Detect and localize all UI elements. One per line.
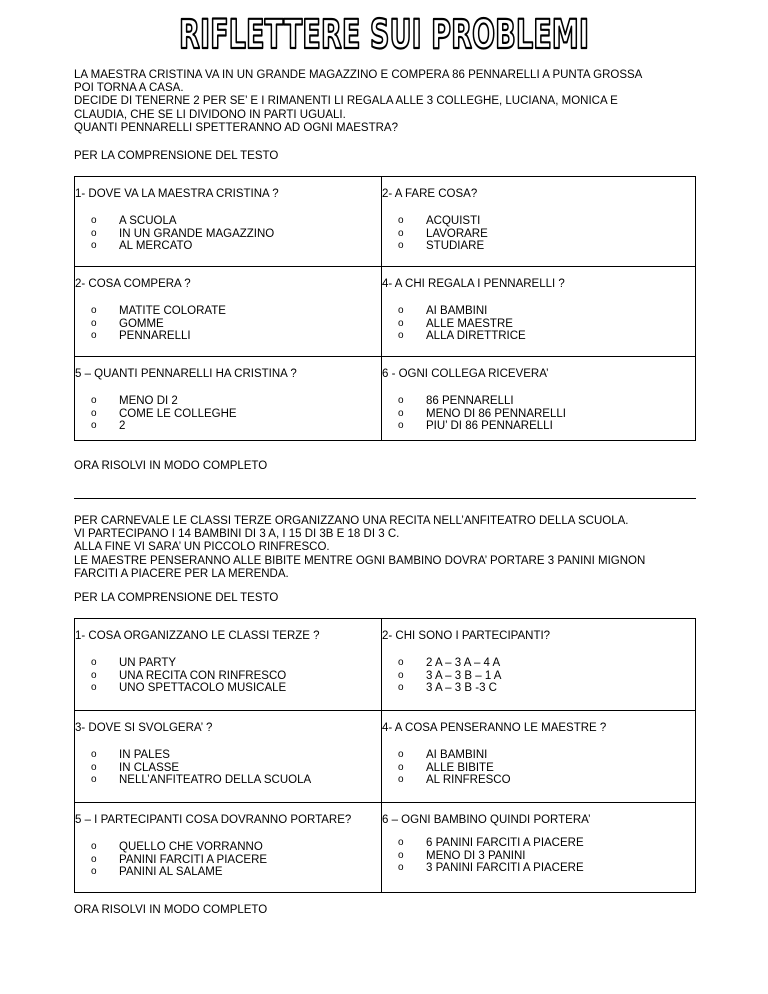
options-list: [91, 749, 381, 787]
option-label: 2: [119, 420, 126, 433]
option-item[interactable]: [398, 420, 695, 433]
option-item[interactable]: [398, 408, 695, 421]
bullet-icon: o: [398, 227, 404, 239]
option-item[interactable]: [91, 408, 381, 421]
problem-line: CLAUDIA, CHE SE LI DIVIDONO IN PARTI UGUALI.: [74, 108, 346, 121]
option-item[interactable]: [91, 657, 381, 670]
option-item[interactable]: [91, 420, 381, 433]
problem-line: LA MAESTRA CRISTINA VA IN UN GRANDE MAGAZZINO E COMPERA 86 PENNARELLI A PUNTA GROSSA: [74, 69, 643, 81]
bullet-icon: o: [398, 669, 404, 681]
bullet-icon: o: [91, 866, 97, 878]
option-label: PANINI FARCITI A PIACERE: [119, 853, 268, 866]
question-cell: [75, 803, 382, 893]
option-label: IN UN GRANDE MAGAZZINO: [119, 227, 275, 240]
options-list: [91, 395, 381, 433]
option-label: UN PARTY: [119, 657, 177, 669]
option-label: 86 PENNARELLI: [426, 395, 514, 407]
option-label: 3 A – 3 B – 1 A: [426, 669, 502, 682]
option-item[interactable]: [398, 395, 695, 408]
title-text: RIFLETTERE SUI PROBLEMI: [179, 12, 589, 58]
option-item[interactable]: [91, 228, 381, 241]
question-text: 2- COSA COMPERA ?: [75, 278, 191, 290]
question-cell: [382, 357, 696, 441]
bullet-icon: o: [91, 761, 97, 773]
problem-line: VI PARTECIPANO I 14 BAMBINI DI 3 A, I 15 DI 3B E 18 DI 3 C.: [74, 528, 400, 541]
question-text: 3- DOVE SI SVOLGERA’ ?: [75, 722, 213, 734]
option-item[interactable]: [91, 749, 381, 762]
bullet-icon: o: [91, 227, 97, 239]
problem-line: LE MAESTRE PENSERANNO ALLE BIBITE MENTRE OGNI BAMBINO DOVRA’ PORTARE 3 PANINI MIGNON: [74, 554, 646, 567]
bullet-icon: o: [398, 761, 404, 773]
bullet-icon: o: [398, 395, 404, 406]
option-label: 6 PANINI FARCITI A PIACERE: [426, 837, 584, 849]
question-cell: [382, 711, 696, 803]
option-item[interactable]: [398, 228, 695, 241]
options-list: [398, 749, 695, 787]
option-item[interactable]: [91, 682, 381, 695]
bullet-icon: o: [91, 841, 97, 852]
option-item[interactable]: [398, 657, 695, 670]
option-item[interactable]: [398, 682, 695, 695]
bullet-icon: o: [398, 849, 404, 861]
option-label: IN PALES: [119, 749, 170, 761]
question-cell: [75, 711, 382, 803]
option-item[interactable]: [91, 240, 381, 253]
option-item[interactable]: [398, 670, 695, 683]
bullet-icon: o: [91, 317, 97, 329]
option-item[interactable]: [398, 215, 695, 228]
options-list: [91, 657, 381, 695]
option-item[interactable]: [91, 305, 381, 318]
option-label: A SCUOLA: [119, 215, 177, 227]
bullet-icon: o: [91, 407, 97, 419]
option-label: AI BAMBINI: [426, 749, 488, 761]
option-label: 2 A – 3 A – 4 A: [426, 657, 501, 669]
question-text: 6 – OGNI BAMBINO QUINDI PORTERA’: [382, 814, 591, 826]
option-label: MENO DI 86 PENNARELLI: [426, 407, 566, 420]
question-text: 6 - OGNI COLLEGA RICEVERA’: [382, 368, 549, 380]
question-text: 2- CHI SONO I PARTECIPANTI?: [382, 630, 551, 642]
options-list: [398, 837, 695, 875]
bullet-icon: o: [398, 682, 404, 694]
option-label: QUELLO CHE VORRANNO: [119, 841, 263, 853]
option-label: ALLE BIBITE: [426, 761, 494, 774]
option-item[interactable]: [398, 749, 695, 762]
bullet-icon: o: [398, 317, 404, 329]
question-cell: [382, 267, 696, 357]
question-cell: [75, 357, 382, 441]
option-item[interactable]: [398, 862, 695, 875]
bullet-icon: o: [398, 330, 404, 342]
bullet-icon: o: [91, 420, 97, 432]
option-label: PENNARELLI: [119, 330, 191, 343]
bullet-icon: o: [91, 305, 97, 316]
option-label: AI BAMBINI: [426, 305, 488, 317]
option-label: ACQUISTI: [426, 215, 481, 227]
bullet-icon: o: [91, 215, 97, 226]
question-cell: [75, 619, 382, 711]
bullet-icon: o: [398, 240, 404, 252]
bullet-icon: o: [398, 420, 404, 432]
problem-line: QUANTI PENNARELLI SPETTERANNO AD OGNI MAESTRA?: [74, 121, 398, 134]
option-item[interactable]: [398, 318, 695, 331]
bullet-icon: o: [91, 669, 97, 681]
options-list: [398, 657, 695, 695]
question-text: 5 – QUANTI PENNARELLI HA CRISTINA ?: [75, 368, 297, 380]
option-label: PANINI AL SALAME: [119, 866, 223, 879]
question-text: 5 – I PARTECIPANTI COSA DOVRANNO PORTARE?: [75, 814, 352, 826]
option-label: ALLE MAESTRE: [426, 317, 513, 330]
bullet-icon: o: [91, 395, 97, 406]
option-item[interactable]: [91, 670, 381, 683]
options-list: [91, 841, 381, 879]
option-item[interactable]: [398, 850, 695, 863]
options-list: [91, 305, 381, 343]
question-text: 4- A CHI REGALA I PENNARELLI ?: [382, 278, 565, 290]
options-list: [398, 215, 695, 253]
bullet-icon: o: [91, 330, 97, 342]
bullet-icon: o: [91, 240, 97, 252]
page-title: [0, 10, 768, 60]
option-label: LAVORARE: [426, 227, 488, 240]
option-item[interactable]: [91, 774, 381, 787]
bullet-icon: o: [398, 215, 404, 226]
bullet-icon: o: [91, 682, 97, 694]
bullet-icon: o: [398, 862, 404, 874]
option-label: AL RINFRESCO: [426, 774, 511, 787]
bullet-icon: o: [398, 305, 404, 316]
option-item[interactable]: [91, 841, 381, 854]
bullet-icon: o: [91, 657, 97, 668]
option-label: STUDIARE: [426, 240, 485, 253]
options-list: [398, 305, 695, 343]
question-cell: [75, 177, 382, 267]
option-label: MATITE COLORATE: [119, 305, 226, 317]
option-label: 3 A – 3 B -3 C: [426, 682, 497, 695]
option-label: UNA RECITA CON RINFRESCO: [119, 669, 287, 682]
option-label: ALLA DIRETTRICE: [426, 330, 526, 343]
bullet-icon: o: [398, 774, 404, 786]
problem-2-text: [74, 515, 696, 581]
question-text: 1- DOVE VA LA MAESTRA CRISTINA ?: [75, 188, 279, 200]
option-item[interactable]: [398, 330, 695, 343]
bullet-icon: o: [398, 407, 404, 419]
option-item[interactable]: [398, 305, 695, 318]
question-text: 4- A COSA PENSERANNO LE MAESTRE ?: [382, 722, 607, 734]
section-divider: [74, 498, 696, 499]
option-label: MENO DI 3 PANINI: [426, 849, 526, 862]
problem-line: DECIDE DI TENERNE 2 PER SE’ E I RIMANENTI LI REGALA ALLE 3 COLLEGHE, LUCIANA, MONICA E: [74, 95, 618, 108]
bullet-icon: o: [398, 657, 404, 668]
options-list: [398, 395, 695, 433]
option-item[interactable]: [398, 774, 695, 787]
option-item[interactable]: [91, 866, 381, 879]
problem-line: FARCITI A PIACERE PER LA MERENDA.: [74, 567, 289, 580]
question-cell: [382, 803, 696, 893]
bullet-icon: o: [91, 853, 97, 865]
option-label: PIU’ DI 86 PENNARELLI: [426, 420, 553, 433]
questions-table-2: [74, 618, 696, 893]
option-label: NELL’ANFITEATRO DELLA SCUOLA: [119, 774, 312, 787]
question-text: 2- A FARE COSA?: [382, 188, 478, 200]
solve-label-2: ORA RISOLVI IN MODO COMPLETO: [74, 904, 268, 916]
options-list: [91, 215, 381, 253]
page-title-graphic: [164, 10, 604, 58]
bullet-icon: o: [398, 749, 404, 760]
question-cell: [75, 267, 382, 357]
bullet-icon: o: [91, 749, 97, 760]
problem-line: PER CARNEVALE LE CLASSI TERZE ORGANIZZANO UNA RECITA NELL’ANFITEATRO DELLA SCUOLA.: [74, 515, 629, 527]
question-cell: [382, 177, 696, 267]
question-cell: [382, 619, 696, 711]
option-label: MENO DI 2: [119, 395, 178, 407]
option-item[interactable]: [91, 330, 381, 343]
comprehension-label-2: PER LA COMPRENSIONE DEL TESTO: [74, 592, 279, 604]
solve-label-1: ORA RISOLVI IN MODO COMPLETO: [74, 460, 268, 472]
comprehension-label-1: PER LA COMPRENSIONE DEL TESTO: [74, 150, 279, 162]
option-item[interactable]: [398, 837, 695, 850]
option-item[interactable]: [91, 395, 381, 408]
option-label: AL MERCATO: [119, 240, 193, 253]
bullet-icon: o: [91, 774, 97, 786]
questions-table-1: [74, 176, 696, 441]
problem-line: ALLA FINE VI SARA’ UN PICCOLO RINFRESCO.: [74, 541, 330, 554]
option-label: UNO SPETTACOLO MUSICALE: [119, 682, 287, 695]
option-label: COME LE COLLEGHE: [119, 407, 237, 420]
option-item[interactable]: [91, 215, 381, 228]
option-label: GOMME: [119, 317, 164, 330]
option-item[interactable]: [91, 762, 381, 775]
bullet-icon: o: [398, 837, 404, 848]
option-label: IN CLASSE: [119, 761, 180, 774]
question-text: 1- COSA ORGANIZZANO LE CLASSI TERZE ?: [75, 630, 320, 642]
problem-1-text: [74, 69, 696, 135]
option-item[interactable]: [398, 762, 695, 775]
problem-line: POI TORNA A CASA.: [74, 82, 184, 95]
option-label: 3 PANINI FARCITI A PIACERE: [426, 862, 584, 875]
option-item[interactable]: [398, 240, 695, 253]
option-item[interactable]: [91, 318, 381, 331]
option-item[interactable]: [91, 854, 381, 867]
